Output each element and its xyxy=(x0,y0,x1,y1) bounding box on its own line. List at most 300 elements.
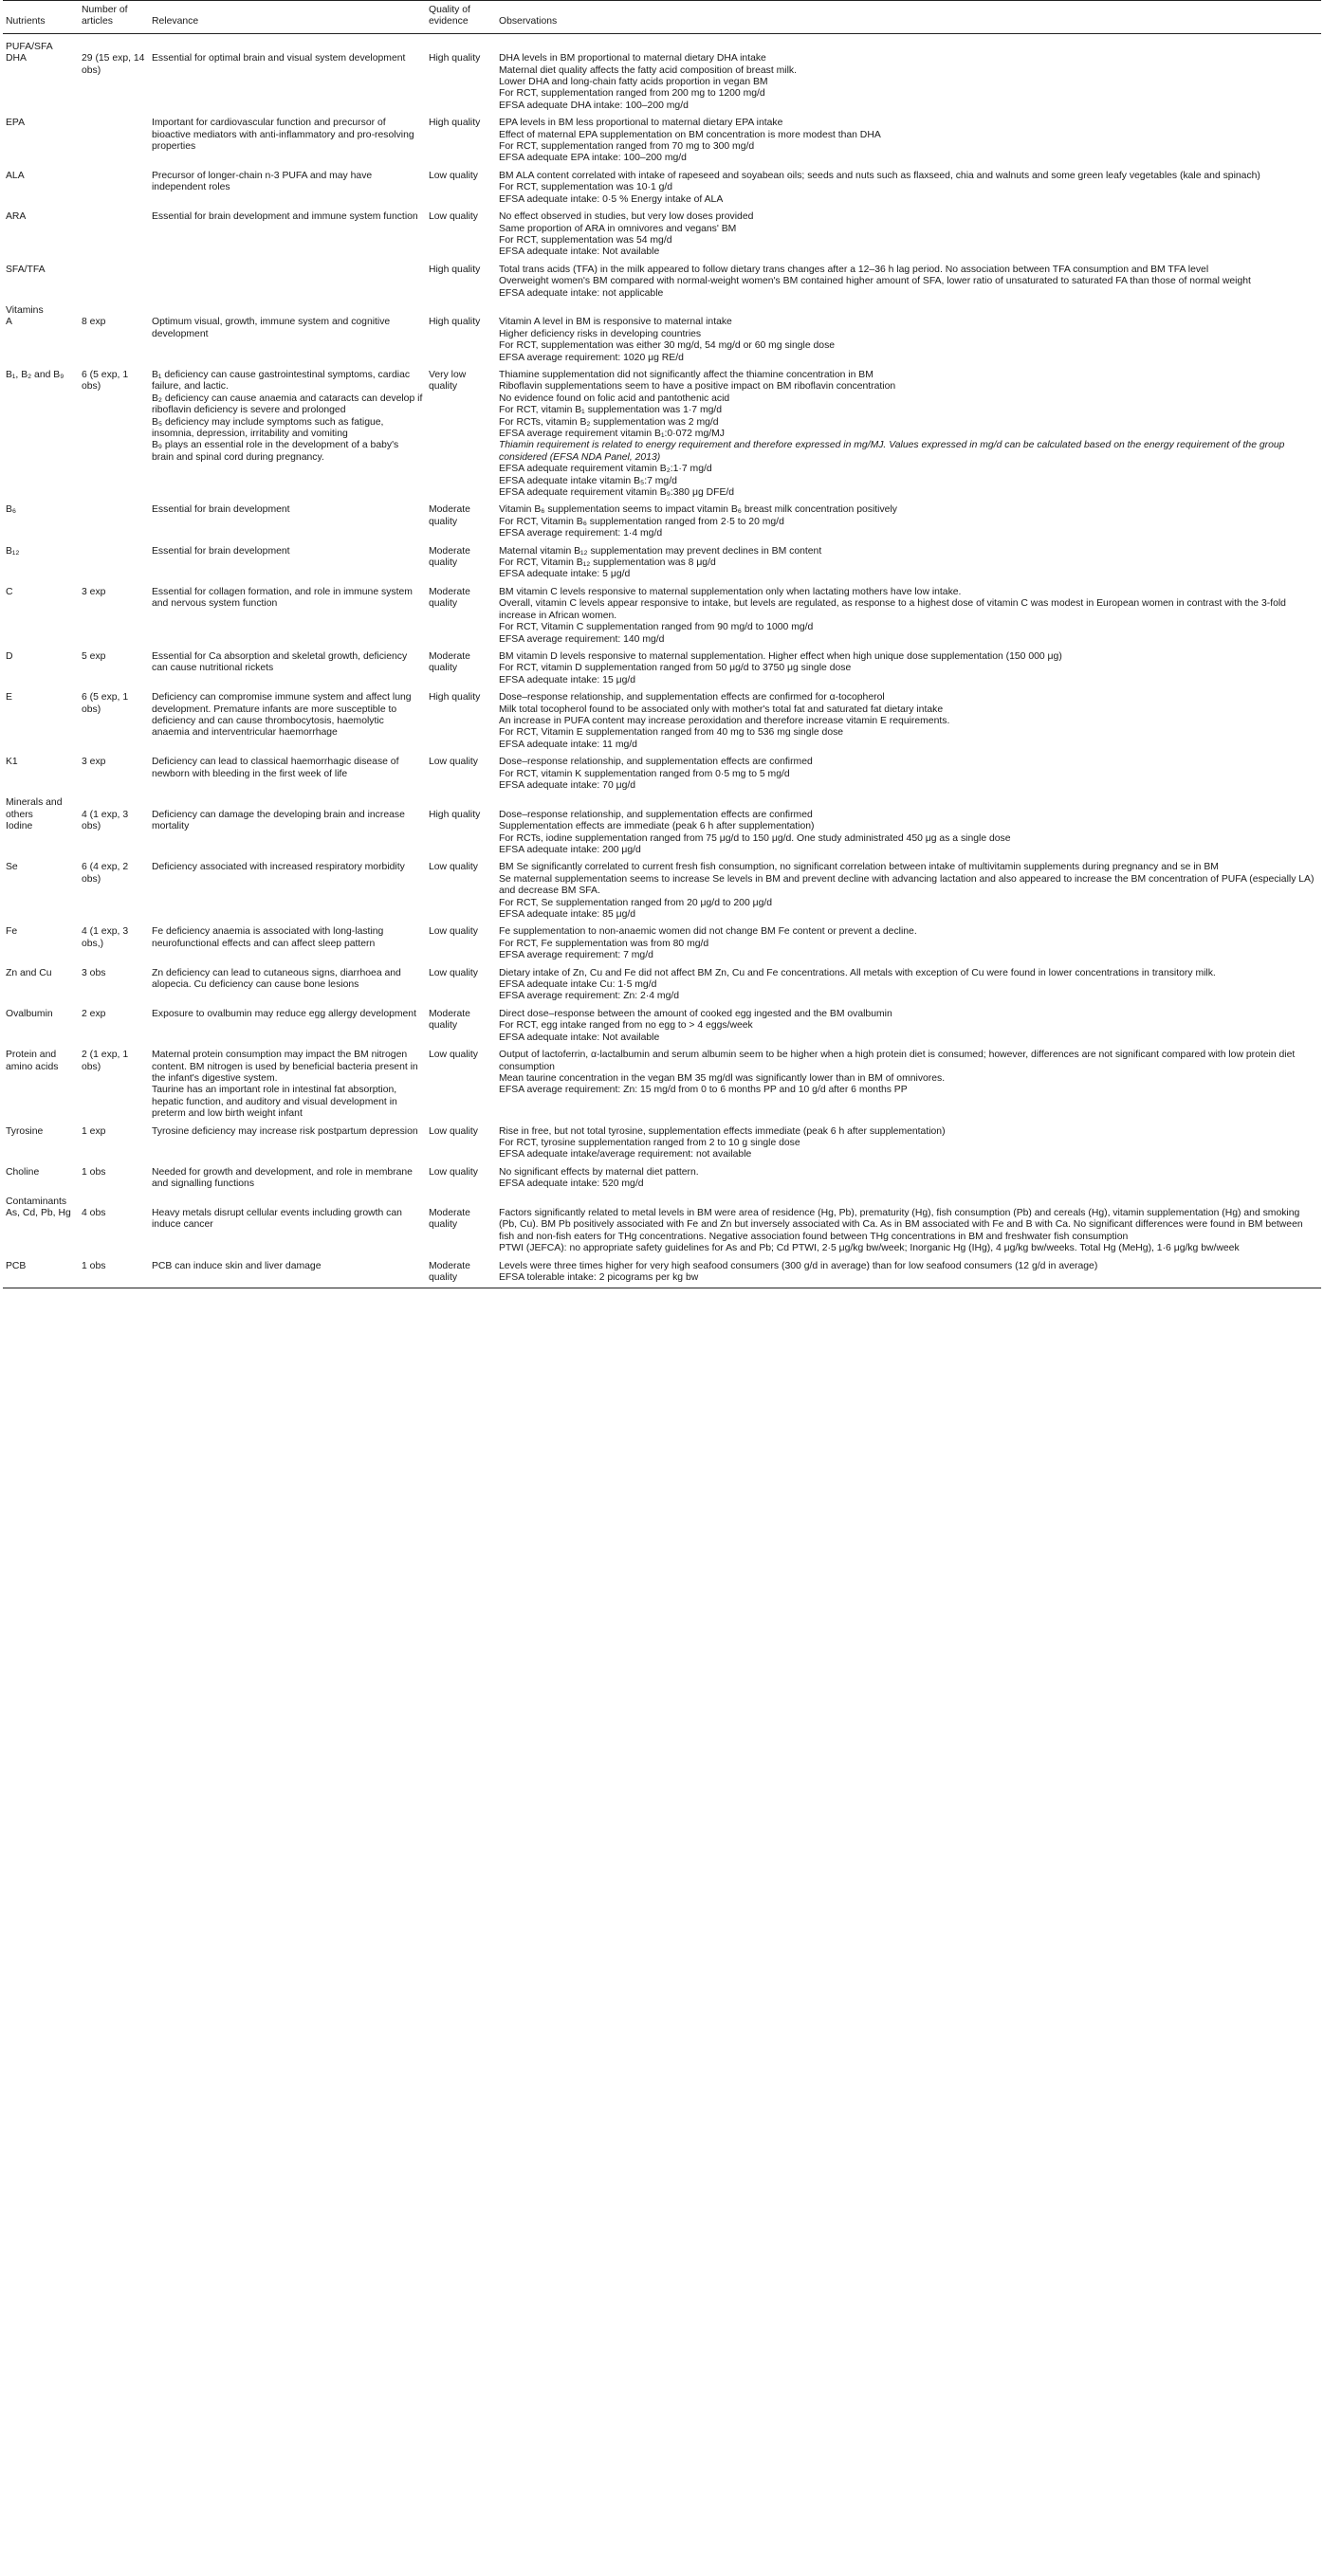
observation-text: No evidence found on folic acid and pantothenic acid xyxy=(499,393,730,404)
articles-cell xyxy=(79,1167,149,1197)
observation-text: EFSA adequate intake: 200 μg/d xyxy=(499,845,641,855)
observations-cell xyxy=(496,797,1321,862)
nutrient-cell xyxy=(3,797,79,862)
observation-text: BM vitamin C levels responsive to maternal supplementation only when lactating mothers have low intake. xyxy=(499,586,962,597)
section-title: Vitamins xyxy=(6,304,44,316)
nutrient-name: As, Cd, Pb, Hg xyxy=(6,1207,71,1218)
quality-cell xyxy=(426,370,496,504)
quality-cell xyxy=(426,546,496,587)
observation-text: EFSA average requirement: 1020 μg RE/d xyxy=(499,352,684,363)
articles-cell xyxy=(79,33,149,118)
relevance-cell xyxy=(149,171,426,211)
observation-text: Dietary intake of Zn, Cu and Fe did not affect BM Zn, Cu and Fe concentrations. All metals with exception of Cu were found in lower concentrations in transitory milk. xyxy=(499,967,1216,978)
observation-text: Output of lactoferrin, α-lactalbumin and serum albumin seem to be higher when a high protein diet is consumed; however, differences are not significant compared with low protein diet consumption xyxy=(499,1050,1296,1072)
relevance-text: Deficiency associated with increased respiratory morbidity xyxy=(152,862,405,873)
quality-cell xyxy=(426,171,496,211)
observation-text: For RCT, Se supplementation ranged from 20 μg/d to 200 μg/d xyxy=(499,897,773,908)
relevance-cell xyxy=(149,118,426,171)
article-count: 4 (1 exp, 3 obs) xyxy=(82,809,129,832)
observation-text: EFSA adequate intake: 85 μg/d xyxy=(499,909,636,921)
nutrient-name: Iodine xyxy=(6,821,33,832)
articles-cell xyxy=(79,504,149,545)
quality-of-evidence: Low quality xyxy=(429,1050,478,1061)
nutrient-name: ARA xyxy=(6,211,27,223)
quality-of-evidence: Low quality xyxy=(429,926,478,938)
articles-cell xyxy=(79,211,149,265)
observation-text: EFSA adequate intake: not applicable xyxy=(499,287,664,299)
observations-cell xyxy=(496,757,1321,797)
observations-cell xyxy=(496,692,1321,757)
article-count: 2 exp xyxy=(82,1008,106,1019)
quality-of-evidence: High quality xyxy=(429,809,481,820)
observations-cell xyxy=(496,305,1321,370)
observations-cell xyxy=(496,33,1321,118)
nutrient-cell xyxy=(3,587,79,651)
observation-text: EFSA average requirement vitamin B₁:0·072 mg/MJ xyxy=(499,429,725,439)
relevance-cell xyxy=(149,651,426,692)
relevance-text: Important for cardiovascular function and precursor of bioactive mediators with anti-inflammatory and pro-resolving properties xyxy=(152,118,414,153)
quality-of-evidence: Low quality xyxy=(429,757,478,768)
table-row xyxy=(3,968,1321,1009)
quality-cell xyxy=(426,305,496,370)
observation-text: Milk total tocopherol found to be associated only with mother's total fat and saturated fat dietary intake xyxy=(499,703,944,715)
quality-of-evidence: Moderate quality xyxy=(429,650,470,674)
observation-text: For RCT, egg intake ranged from no egg to > 4 eggs/week xyxy=(499,1020,753,1032)
observation-text: Maternal diet quality affects the fatty acid composition of breast milk. xyxy=(499,64,797,76)
observation-text: Dose–response relationship, and supplementation effects are confirmed for α-tocopherol xyxy=(499,692,885,703)
table-row xyxy=(3,797,1321,862)
observation-text: Higher deficiency risks in developing countries xyxy=(499,328,702,339)
quality-of-evidence: Low quality xyxy=(429,170,478,181)
article-count: 29 (15 exp, 14 obs) xyxy=(82,53,145,76)
nutrient-cell xyxy=(3,118,79,171)
nutrient-cell xyxy=(3,968,79,1009)
article-count: 1 exp xyxy=(82,1125,106,1137)
table-row xyxy=(3,171,1321,211)
quality-cell xyxy=(426,587,496,651)
articles-cell xyxy=(79,118,149,171)
observation-text: EFSA adequate requirement vitamin B₉:380 μg DFE/d xyxy=(499,487,735,499)
table-row xyxy=(3,757,1321,797)
observation-text: Supplementation effects are immediate (peak 6 h after supplementation) xyxy=(499,821,815,832)
observation-text: EFSA adequate intake: 0·5 % Energy intake of ALA xyxy=(499,193,724,205)
quality-cell xyxy=(426,1197,496,1261)
table-header-row xyxy=(3,1,1321,34)
relevance-text: Precursor of longer-chain n-3 PUFA and may have independent roles xyxy=(152,170,373,193)
articles-cell xyxy=(79,1009,149,1050)
quality-cell xyxy=(426,1167,496,1197)
articles-cell xyxy=(79,968,149,1009)
relevance-cell xyxy=(149,265,426,305)
relevance-cell xyxy=(149,305,426,370)
observations-cell xyxy=(496,968,1321,1009)
observations-cell xyxy=(496,1050,1321,1125)
articles-cell xyxy=(79,587,149,651)
relevance-cell xyxy=(149,546,426,587)
nutrient-name: B₁₂ xyxy=(6,545,20,557)
quality-cell xyxy=(426,651,496,692)
nutrients-table xyxy=(3,0,1321,1288)
nutrient-cell xyxy=(3,1009,79,1050)
observation-text: BM vitamin D levels responsive to maternal supplementation. Higher effect when high unique dose supplementation (150 000 μg) xyxy=(499,650,1062,662)
observations-cell xyxy=(496,1197,1321,1261)
relevance-cell xyxy=(149,968,426,1009)
article-count: 3 obs xyxy=(82,967,106,978)
observation-text: For RCTs, iodine supplementation ranged from 75 μg/d to 150 μg/d. One study administrated 450 μg as a single dose xyxy=(499,832,1011,844)
table-row xyxy=(3,504,1321,545)
relevance-cell xyxy=(149,797,426,862)
observation-text: For RCT, Vitamin C supplementation ranged from 90 mg/d to 1000 mg/d xyxy=(499,622,814,633)
nutrient-cell xyxy=(3,1050,79,1125)
observation-text: EFSA average requirement: 140 mg/d xyxy=(499,633,665,645)
nutrient-cell xyxy=(3,211,79,265)
nutrient-cell xyxy=(3,171,79,211)
relevance-cell xyxy=(149,862,426,926)
observation-text: For RCT, vitamin B₁ supplementation was 1·7 mg/d xyxy=(499,405,723,416)
observations-cell xyxy=(496,1009,1321,1050)
quality-of-evidence: Moderate quality xyxy=(429,1008,470,1032)
relevance-text: Essential for brain development and immune system function xyxy=(152,211,418,223)
observation-text: No effect observed in studies, but very low doses provided xyxy=(499,211,754,223)
relevance-text: Essential for collagen formation, and role in immune system and nervous system function xyxy=(152,586,413,610)
observation-text: EFSA average requirement: Zn: 15 mg/d from 0 to 6 months PP and 10 g/d after 6 months PP xyxy=(499,1085,908,1096)
quality-of-evidence: High quality xyxy=(429,317,481,328)
quality-of-evidence: High quality xyxy=(429,264,481,275)
observation-text: Direct dose–response between the amount of cooked egg ingested and the BM ovalbumin xyxy=(499,1008,892,1019)
observation-text: For RCT, Vitamin B₆ supplementation ranged from 2·5 to 20 mg/d xyxy=(499,516,784,527)
quality-of-evidence: Moderate quality xyxy=(429,1260,470,1283)
observation-text: BM Se significantly correlated to current fresh fish consumption, no significant correlation between intake of multivitamin supplements during pregnancy and se in BM xyxy=(499,862,1219,873)
table-row xyxy=(3,587,1321,651)
nutrient-cell xyxy=(3,1126,79,1167)
relevance-text: Deficiency can compromise immune system and affect lung development. Premature infants are more susceptible to deficiency and can cause thrombocytosis, haemolytic anaemia and interventricular haemorrhage xyxy=(152,692,412,739)
nutrient-cell xyxy=(3,370,79,504)
observations-cell xyxy=(496,1167,1321,1197)
relevance-text: Essential for Ca absorption and skeletal growth, deficiency can cause nutritional rickets xyxy=(152,650,408,674)
article-count: 5 exp xyxy=(82,650,106,662)
quality-cell xyxy=(426,211,496,265)
table-row xyxy=(3,692,1321,757)
nutrient-name: Ovalbumin xyxy=(6,1008,53,1019)
observation-text: EFSA adequate intake/average requirement: not available xyxy=(499,1149,752,1160)
article-count: 1 obs xyxy=(82,1260,106,1271)
relevance-cell xyxy=(149,211,426,265)
nutrient-name: Se xyxy=(6,862,18,873)
articles-cell xyxy=(79,171,149,211)
relevance-text: PCB can induce skin and liver damage xyxy=(152,1260,322,1271)
quality-cell xyxy=(426,33,496,118)
observation-text: Thiamin requirement is related to energy requirement and therefore expressed in mg/MJ. Values expressed in mg/d can be calculated based on the energy requirement of the group considered (EFSA NDA Panel, 2013) xyxy=(499,440,1285,463)
quality-of-evidence: Low quality xyxy=(429,862,478,873)
article-count: 3 exp xyxy=(82,586,106,597)
quality-of-evidence: Moderate quality xyxy=(429,545,470,569)
observation-text: EFSA adequate intake: Not available xyxy=(499,1032,660,1043)
relevance-cell xyxy=(149,1197,426,1261)
observation-text: Vitamin A level in BM is responsive to maternal intake xyxy=(499,317,732,328)
articles-cell xyxy=(79,370,149,504)
nutrient-cell xyxy=(3,305,79,370)
article-count: 6 (5 exp, 1 obs) xyxy=(82,369,129,393)
nutrient-cell xyxy=(3,33,79,118)
articles-cell xyxy=(79,651,149,692)
relevance-text: B₁ deficiency can cause gastrointestinal symptoms, cardiac failure, and lactic. xyxy=(152,369,411,393)
relevance-cell xyxy=(149,757,426,797)
quality-of-evidence: Moderate quality xyxy=(429,1207,470,1231)
observation-text: EFSA adequate intake: 5 μg/d xyxy=(499,569,631,580)
articles-cell xyxy=(79,692,149,757)
quality-cell xyxy=(426,1261,496,1288)
nutrient-name: B₁, B₂ and B₉ xyxy=(6,369,64,380)
observation-text: For RCT, supplementation was 10·1 g/d xyxy=(499,182,673,193)
articles-cell xyxy=(79,1050,149,1125)
nutrient-name: C xyxy=(6,586,13,597)
nutrient-cell xyxy=(3,504,79,545)
quality-cell xyxy=(426,265,496,305)
quality-cell xyxy=(426,504,496,545)
table-row xyxy=(3,211,1321,265)
quality-cell xyxy=(426,1126,496,1167)
nutrient-name: ALA xyxy=(6,170,25,181)
relevance-cell xyxy=(149,1261,426,1288)
observation-text: For RCT, supplementation was 54 mg/d xyxy=(499,234,672,246)
article-count: 6 (5 exp, 1 obs) xyxy=(82,692,129,715)
observations-cell xyxy=(496,211,1321,265)
observation-text: Factors significantly related to metal levels in BM were area of residence (Hg, Pb), prematurity (Hg), fish consumption (Pb) and cereals (Hg), vitamin supplementation (Hg) and smoking (Pb, Cu). BM Pb positively associated with Fe and Zn but inversely associated with Ca. As in BM associated with Fe and B with Ca. No significant differences were found in BM between fish and non-fish eaters for THg concentrations. Negative association found between THg concentrations in BM and freshwater fish consumption xyxy=(499,1207,1303,1242)
observation-text: DHA levels in BM proportional to maternal dietary DHA intake xyxy=(499,53,766,64)
relevance-text: Maternal protein consumption may impact the BM nitrogen content. BM nitrogen is used by beneficial bacteria present in the infant's digestive system. xyxy=(152,1050,418,1084)
observation-text: For RCT, Vitamin B₁₂ supplementation was 8 μg/d xyxy=(499,557,716,569)
observation-text: Total trans acids (TFA) in the milk appeared to follow dietary trans changes after a 12–36 h lag period. No association between TFA consumption and BM TFA level xyxy=(499,264,1209,275)
articles-cell xyxy=(79,797,149,862)
nutrient-name: DHA xyxy=(6,53,27,64)
quality-of-evidence: High quality xyxy=(429,118,481,129)
table-row xyxy=(3,1050,1321,1125)
relevance-text: B₉ plays an essential role in the development of a baby's brain and spinal cord during pregnancy. xyxy=(152,440,399,463)
nutrient-name: SFA/TFA xyxy=(6,264,46,275)
quality-of-evidence: High quality xyxy=(429,53,481,64)
observation-text: EFSA adequate EPA intake: 100–200 mg/d xyxy=(499,153,687,164)
nutrient-cell xyxy=(3,1167,79,1197)
observations-cell xyxy=(496,1261,1321,1288)
relevance-text: Exposure to ovalbumin may reduce egg allergy development xyxy=(152,1008,416,1019)
observation-text: EFSA adequate intake: Not available xyxy=(499,247,660,258)
quality-cell xyxy=(426,1009,496,1050)
observation-text: Fe supplementation to non-anaemic women did not change BM Fe content or prevent a decline. xyxy=(499,926,917,938)
article-count: 6 (4 exp, 2 obs) xyxy=(82,862,129,885)
quality-cell xyxy=(426,968,496,1009)
nutrient-name: E xyxy=(6,692,12,703)
observation-text: EFSA adequate intake: 11 mg/d xyxy=(499,739,637,750)
articles-cell xyxy=(79,546,149,587)
nutrient-name: Protein and amino acids xyxy=(6,1050,59,1072)
relevance-cell xyxy=(149,692,426,757)
observation-text: EFSA adequate intake: 520 mg/d xyxy=(499,1178,644,1190)
header-quality-of-evidence: Quality of evidence xyxy=(426,1,496,34)
table-body xyxy=(3,33,1321,1288)
observation-text: EFSA adequate requirement vitamin B₂:1·7 mg/d xyxy=(499,464,712,475)
articles-cell xyxy=(79,305,149,370)
observation-text: Effect of maternal EPA supplementation on BM concentration is more modest than DHA xyxy=(499,129,881,140)
observation-text: Levels were three times higher for very high seafood consumers (300 g/d in average) than for low seafood consumers (12 g/d in average) xyxy=(499,1260,1098,1271)
article-count: 1 obs xyxy=(82,1166,106,1178)
articles-cell xyxy=(79,926,149,967)
observation-text: EFSA adequate intake: 15 μg/d xyxy=(499,674,636,685)
quality-cell xyxy=(426,692,496,757)
observation-text: EFSA average requirement: 7 mg/d xyxy=(499,950,653,961)
article-count: 8 exp xyxy=(82,317,106,328)
article-count: 4 obs xyxy=(82,1207,106,1218)
relevance-cell xyxy=(149,33,426,118)
observation-text: Thiamine supplementation did not significantly affect the thiamine concentration in BM xyxy=(499,369,873,380)
observations-cell xyxy=(496,171,1321,211)
relevance-text: Optimum visual, growth, immune system and cognitive development xyxy=(152,317,391,339)
relevance-cell xyxy=(149,1009,426,1050)
quality-of-evidence: Moderate quality xyxy=(429,586,470,610)
articles-cell xyxy=(79,1126,149,1167)
nutrient-name: PCB xyxy=(6,1260,27,1271)
table-row xyxy=(3,265,1321,305)
table-row xyxy=(3,1126,1321,1167)
observations-cell xyxy=(496,587,1321,651)
observation-text: EPA levels in BM less proportional to maternal dietary EPA intake xyxy=(499,118,783,129)
observations-cell xyxy=(496,651,1321,692)
nutrient-name: Tyrosine xyxy=(6,1125,44,1137)
observation-text: EFSA average requirement: Zn: 2·4 mg/d xyxy=(499,991,680,1002)
observations-cell xyxy=(496,926,1321,967)
quality-of-evidence: Low quality xyxy=(429,1166,478,1178)
nutrient-name: K1 xyxy=(6,757,18,768)
nutrient-name: Choline xyxy=(6,1166,40,1178)
relevance-text: Fe deficiency anaemia is associated with long-lasting neurofunctional effects and can affect sleep pattern xyxy=(152,926,384,949)
header-relevance: Relevance xyxy=(149,1,426,34)
nutrient-cell xyxy=(3,651,79,692)
quality-of-evidence: Very low quality xyxy=(429,369,467,393)
observation-text: Riboflavin supplementations seem to have a positive impact on BM riboflavin concentration xyxy=(499,381,896,393)
nutrient-cell xyxy=(3,926,79,967)
quality-cell xyxy=(426,862,496,926)
articles-cell xyxy=(79,1197,149,1261)
observation-text: Dose–response relationship, and supplementation effects are confirmed xyxy=(499,809,813,820)
relevance-cell xyxy=(149,1050,426,1125)
nutrient-cell xyxy=(3,265,79,305)
nutrient-cell xyxy=(3,757,79,797)
observations-cell xyxy=(496,265,1321,305)
observation-text: For RCT, tyrosine supplementation ranged from 2 to 10 g single dose xyxy=(499,1137,800,1148)
observation-text: EFSA average requirement: 1·4 mg/d xyxy=(499,528,663,539)
section-title: Minerals and others xyxy=(6,797,63,820)
relevance-text: Essential for brain development xyxy=(152,545,290,557)
relevance-text: Taurine has an important role in intestinal fat absorption, hepatic function, and auditory and visual development in preterm and low birth weight infant xyxy=(152,1085,397,1120)
section-title: Contaminants xyxy=(6,1196,67,1207)
articles-cell xyxy=(79,757,149,797)
observation-text: Overall, vitamin C levels appear responsive to intake, but levels are regulated, as response to a highest dose of vitamin C was modest in European women in contrast with the 3-fold increase in African women. xyxy=(499,598,1286,621)
nutrient-cell xyxy=(3,1261,79,1288)
quality-of-evidence: Low quality xyxy=(429,211,478,223)
quality-cell xyxy=(426,757,496,797)
nutrient-name: D xyxy=(6,650,13,662)
observation-text: Same proportion of ARA in omnivores and vegans' BM xyxy=(499,223,737,234)
quality-cell xyxy=(426,797,496,862)
table-row xyxy=(3,1197,1321,1261)
table-row xyxy=(3,862,1321,926)
observation-text: EFSA adequate intake Cu: 1·5 mg/d xyxy=(499,979,657,991)
observation-text: For RCTs, vitamin B₂ supplementation was 2 mg/d xyxy=(499,416,719,428)
relevance-text: Deficiency can lead to classical haemorrhagic disease of newborn with bleeding in the first week of life xyxy=(152,757,399,779)
article-count: 2 (1 exp, 1 obs) xyxy=(82,1050,129,1072)
nutrient-cell xyxy=(3,546,79,587)
observation-text: PTWI (JEFCA): no appropriate safety guidelines for As and Pb; Cd PTWI, 2·5 μg/kg bw/week; Inorganic Hg (IHg), 4 μg/kg bw/weeks. Total Hg (MeHg), 1·6 μg/kg bw/week xyxy=(499,1243,1240,1254)
header-number-of-articles: Number of articles xyxy=(79,1,149,34)
relevance-cell xyxy=(149,926,426,967)
relevance-text: Zn deficiency can lead to cutaneous signs, diarrhoea and alopecia. Cu deficiency can cause bone lesions xyxy=(152,967,401,991)
articles-cell xyxy=(79,265,149,305)
quality-cell xyxy=(426,926,496,967)
articles-cell xyxy=(79,1261,149,1288)
nutrient-cell xyxy=(3,1197,79,1261)
nutrient-name: EPA xyxy=(6,118,26,129)
observation-text: For RCT, supplementation was either 30 mg/d, 54 mg/d or 60 mg single dose xyxy=(499,340,836,352)
observations-cell xyxy=(496,370,1321,504)
observation-text: Se maternal supplementation seems to increase Se levels in BM and prevent decline with advancing lactation and also appeared to increase the BM concentration of PUFA (especially LA) and decrease BM SFA. xyxy=(499,873,1315,897)
observation-text: Maternal vitamin B₁₂ supplementation may prevent declines in BM content xyxy=(499,545,822,557)
observation-text: Mean taurine concentration in the vegan BM 35 mg/dl was significantly lower than in BM of omnivores. xyxy=(499,1072,946,1084)
quality-of-evidence: Low quality xyxy=(429,967,478,978)
observation-text: EFSA adequate DHA intake: 100–200 mg/d xyxy=(499,100,689,111)
quality-cell xyxy=(426,1050,496,1125)
observation-text: An increase in PUFA content may increase peroxidation and therefore increase vitamin E requirements. xyxy=(499,715,950,726)
table-row xyxy=(3,1261,1321,1288)
quality-of-evidence: Low quality xyxy=(429,1125,478,1137)
observation-text: For RCT, supplementation ranged from 200 mg to 1200 mg/d xyxy=(499,88,765,100)
observations-cell xyxy=(496,118,1321,171)
relevance-cell xyxy=(149,504,426,545)
observation-text: For RCT, supplementation ranged from 70 mg to 300 mg/d xyxy=(499,141,755,153)
table-row xyxy=(3,1167,1321,1197)
relevance-text: Essential for brain development xyxy=(152,504,290,516)
article-count: 4 (1 exp, 3 obs,) xyxy=(82,926,129,949)
observation-text: Vitamin B₆ supplementation seems to impact vitamin B₆ breast milk concentration positively xyxy=(499,504,897,516)
relevance-cell xyxy=(149,1167,426,1197)
observations-cell xyxy=(496,504,1321,545)
section-title: PUFA/SFA xyxy=(6,41,53,52)
relevance-cell xyxy=(149,1126,426,1167)
relevance-text: Tyrosine deficiency may increase risk postpartum depression xyxy=(152,1125,418,1137)
table-row xyxy=(3,546,1321,587)
header-observations: Observations xyxy=(496,1,1321,34)
relevance-cell xyxy=(149,587,426,651)
nutrient-name: B₆ xyxy=(6,504,17,516)
table-row xyxy=(3,651,1321,692)
relevance-text: Deficiency can damage the developing brain and increase mortality xyxy=(152,809,405,832)
observation-text: No significant effects by maternal diet pattern. xyxy=(499,1166,699,1178)
relevance-text: B₂ deficiency can cause anaemia and cataracts can develop if riboflavin deficiency is severe and prolonged xyxy=(152,393,423,416)
relevance-text: Essential for optimal brain and visual system development xyxy=(152,53,406,64)
observation-text: For RCT, Vitamin E supplementation ranged from 40 mg to 536 mg single dose xyxy=(499,727,844,739)
observation-text: EFSA adequate intake vitamin B₅:7 mg/d xyxy=(499,475,677,486)
articles-cell xyxy=(79,862,149,926)
table-row xyxy=(3,305,1321,370)
header-nutrients: Nutrients xyxy=(3,1,79,34)
nutrient-name: Zn and Cu xyxy=(6,967,52,978)
table-row xyxy=(3,1009,1321,1050)
observation-text: BM ALA content correlated with intake of rapeseed and soyabean oils; seeds and nuts such as flaxseed, chia and walnuts and some green leafy vegetables (kale and spinach) xyxy=(499,170,1260,181)
observation-text: Rise in free, but not total tyrosine, supplementation effects immediate (peak 6 h after supplementation) xyxy=(499,1125,946,1137)
quality-of-evidence: High quality xyxy=(429,692,481,703)
observations-cell xyxy=(496,546,1321,587)
nutrient-cell xyxy=(3,862,79,926)
article-count: 3 exp xyxy=(82,757,106,768)
nutrient-cell xyxy=(3,692,79,757)
